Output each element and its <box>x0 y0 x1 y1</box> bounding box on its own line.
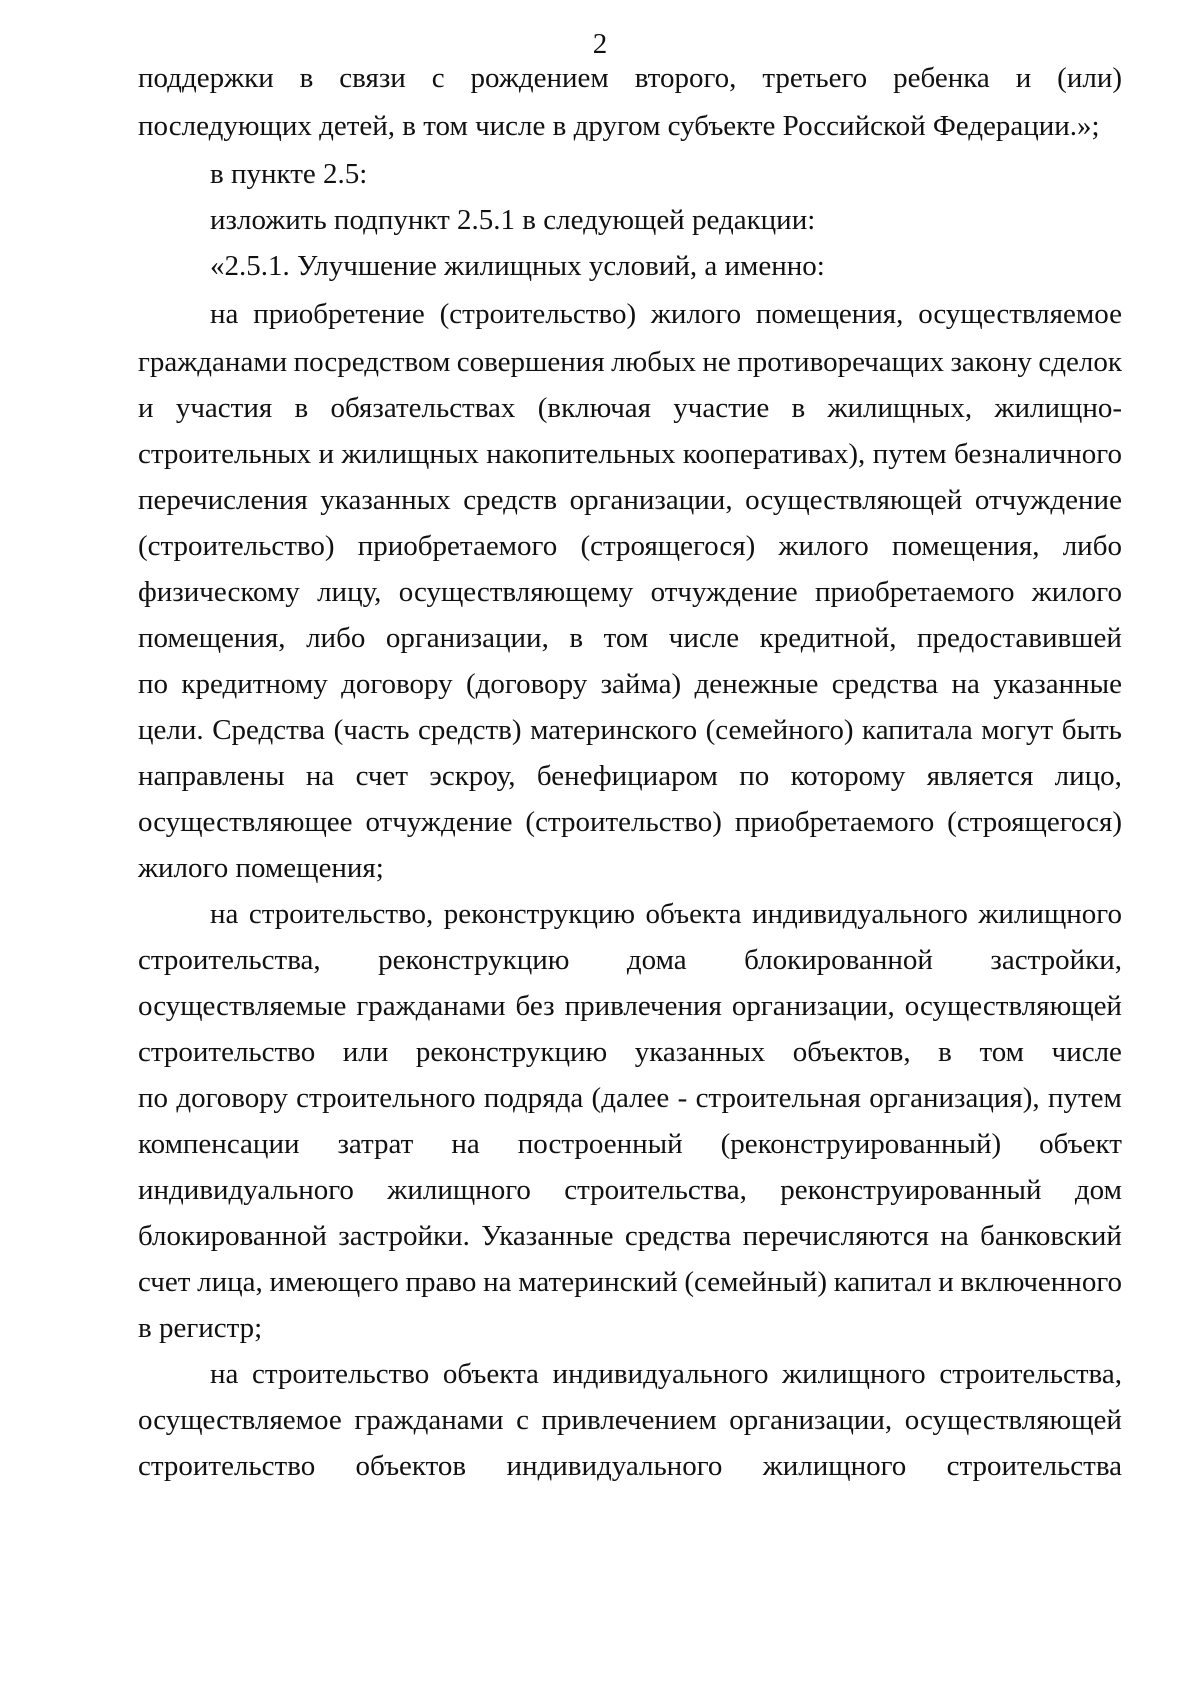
word: осуществляющей <box>745 484 963 516</box>
word: числе <box>1051 1036 1122 1068</box>
word: отчуждение <box>974 484 1122 516</box>
word: на <box>451 1128 480 1160</box>
word: гражданами <box>354 1404 504 1436</box>
word: бенефициаром <box>536 760 718 792</box>
word: индивидуального <box>506 1450 723 1482</box>
word: на <box>210 1358 239 1390</box>
word: материнского <box>530 714 698 746</box>
word: счет <box>355 760 409 792</box>
word: могут <box>981 714 1054 746</box>
word: на <box>210 898 239 930</box>
text-line: изложить подпункт 2.5.1 в следующей редакции: <box>210 204 816 236</box>
word: организации, <box>731 990 895 1022</box>
text-line <box>138 1211 1122 1261</box>
word: рождением <box>470 62 609 94</box>
text-line <box>138 521 1122 571</box>
word: жилищного <box>387 1174 531 1206</box>
text-line <box>138 429 1122 479</box>
word: лица, <box>197 1266 263 1298</box>
word: закону <box>950 346 1032 378</box>
word: в <box>938 1036 952 1068</box>
word: застройки, <box>990 944 1122 976</box>
text-line <box>138 1073 1122 1123</box>
word: застройки. <box>338 1220 470 1252</box>
word: строительство <box>252 1358 430 1390</box>
word: (строящегося) <box>947 806 1122 838</box>
text-line <box>138 613 1122 663</box>
word: строительство, <box>248 898 434 930</box>
word: с <box>431 62 445 94</box>
word: Средства <box>212 714 326 746</box>
word: помещения, <box>138 622 286 654</box>
word: объекта <box>645 898 742 930</box>
word: направлены <box>138 760 285 792</box>
word: (часть <box>333 714 410 746</box>
word: право <box>405 1266 477 1298</box>
word: средства <box>624 1220 732 1252</box>
word: и <box>318 438 335 470</box>
word: противоречащих <box>737 346 945 378</box>
word: осуществляющей <box>904 1404 1122 1436</box>
word: осуществляющей <box>904 990 1122 1022</box>
word: имеющего <box>269 1266 399 1298</box>
word: жилого <box>650 298 742 330</box>
word: приобретение <box>253 298 425 330</box>
word: связи <box>339 62 406 94</box>
word: организации, <box>569 484 733 516</box>
word: осуществляемое <box>138 1404 342 1436</box>
word: помещения, <box>891 530 1040 562</box>
word: ребенка <box>893 62 990 94</box>
word: сделок <box>1038 346 1122 378</box>
text-line <box>138 751 1122 801</box>
text-line <box>138 1165 1122 1215</box>
word: кредитному <box>181 668 328 700</box>
word: объектов <box>355 1450 467 1482</box>
word: которому <box>790 760 906 792</box>
word: приобретаемого <box>357 530 558 562</box>
word: гражданами <box>356 990 506 1022</box>
word: реконструкцию <box>415 1036 608 1068</box>
word: денежные <box>694 668 819 700</box>
word: жилищных <box>341 438 479 470</box>
word: (далее <box>591 1082 670 1114</box>
word: блокированной <box>744 944 933 976</box>
word: индивидуального <box>752 898 968 930</box>
word: (строительство) <box>439 298 637 330</box>
word: приобретаемого <box>734 806 935 838</box>
text-line <box>138 705 1122 755</box>
word: жилищных, <box>827 392 973 424</box>
word: привлечением <box>541 1404 717 1436</box>
word: отчуждение <box>365 806 513 838</box>
word: блокированной <box>138 1220 327 1252</box>
word: дом <box>1074 1174 1122 1206</box>
word: (реконструированный) <box>720 1128 1002 1160</box>
text-line <box>138 935 1122 985</box>
word: осуществляющему <box>398 576 634 608</box>
word: жилого <box>778 530 869 562</box>
word: перечисления <box>138 484 308 516</box>
word: (включая <box>537 392 651 424</box>
word: на <box>940 1220 969 1252</box>
text-line <box>138 797 1122 847</box>
word: помещения, <box>755 298 904 330</box>
word: займа) <box>600 668 682 700</box>
word: посредством <box>293 346 451 378</box>
text-line <box>138 1119 1122 1169</box>
word: физическому <box>138 576 300 608</box>
word: любых <box>611 346 696 378</box>
word: жилищного <box>762 1450 907 1482</box>
word: числе <box>668 622 740 654</box>
text-line <box>138 53 1122 103</box>
text-line <box>138 889 1122 939</box>
word: путем <box>1047 1082 1122 1114</box>
word: счет <box>138 1266 191 1298</box>
word: по <box>138 1082 169 1114</box>
text-line <box>138 1257 1122 1307</box>
word: строительство <box>138 1450 316 1482</box>
text-line: последующих детей, в том числе в другом субъекте Российской Федерации.»; <box>138 110 1100 142</box>
word: указанных <box>320 484 451 516</box>
word: накопительных <box>486 438 676 470</box>
word: организация), <box>869 1082 1040 1114</box>
text-line <box>138 567 1122 617</box>
word: и <box>1015 62 1032 94</box>
word: том <box>979 1036 1025 1068</box>
word: участия <box>175 392 273 424</box>
word: либо <box>306 622 366 654</box>
word: (семейный) <box>684 1266 828 1298</box>
word: путем <box>872 438 947 470</box>
word: строительная <box>695 1082 861 1114</box>
word: (договору <box>466 668 588 700</box>
word: в <box>299 62 314 94</box>
word: строительства, <box>564 1174 747 1206</box>
word: реконструкцию <box>443 898 636 930</box>
word: материнский <box>518 1266 678 1298</box>
text-line: «2.5.1. Улучшение жилищных условий, а именно: <box>210 250 825 282</box>
word: либо <box>1062 530 1122 562</box>
word: жилого <box>1031 576 1122 608</box>
word: отчуждение <box>650 576 798 608</box>
word: с <box>516 1404 529 1436</box>
word: строительных <box>138 438 312 470</box>
text-line <box>138 981 1122 1031</box>
word: (семейного) <box>705 714 854 746</box>
word: в <box>791 392 806 424</box>
word: (строительство) <box>525 806 722 838</box>
word: на <box>305 760 335 792</box>
word: дома <box>626 944 687 976</box>
word: построенный <box>517 1128 683 1160</box>
word: кооперативах), <box>682 438 866 470</box>
word: участие <box>673 392 770 424</box>
text-line <box>138 289 1122 339</box>
word: банковский <box>980 1220 1122 1252</box>
word: без <box>515 990 555 1022</box>
word: реконструкцию <box>378 944 570 976</box>
word: - <box>677 1082 688 1114</box>
word: указанные <box>993 668 1122 700</box>
text-line <box>138 337 1122 387</box>
word: цели. <box>138 714 204 746</box>
text-line <box>138 1395 1122 1445</box>
text-line: в пункте 2.5: <box>210 158 368 190</box>
word: приобретаемого <box>814 576 1015 608</box>
word: подряда <box>483 1082 584 1114</box>
word: указанных <box>634 1036 766 1068</box>
word: объекта <box>442 1358 539 1390</box>
word: привлечения <box>564 990 722 1022</box>
word: жилищного <box>978 898 1122 930</box>
text-line <box>138 1441 1122 1491</box>
word: том <box>603 622 649 654</box>
word: и <box>938 1266 954 1298</box>
word: капитал <box>833 1266 932 1298</box>
word: средств <box>463 484 558 516</box>
word: осуществляемые <box>138 990 347 1022</box>
word: (строительство) <box>138 530 335 562</box>
word: лицу, <box>317 576 382 608</box>
word: второго, <box>634 62 737 94</box>
word: перечисляются <box>742 1220 929 1252</box>
text-line: в регистр; <box>138 1312 263 1344</box>
word: индивидуального <box>138 1174 354 1206</box>
word: строительства, <box>939 1358 1122 1390</box>
word: жилищного <box>782 1358 926 1390</box>
text-line <box>138 1027 1122 1077</box>
word: гражданами <box>138 346 288 378</box>
text-line <box>138 1349 1122 1399</box>
word: организации, <box>729 1404 893 1436</box>
word: обязательствах <box>330 392 516 424</box>
word: осуществляющее <box>138 806 353 838</box>
word: средства <box>831 668 939 700</box>
word: совершения <box>456 346 605 378</box>
word: на <box>483 1266 512 1298</box>
page-number: 2 <box>592 28 608 60</box>
word: на <box>951 668 980 700</box>
text-line: жилого помещения; <box>138 852 384 884</box>
word: договору <box>341 668 453 700</box>
word: затрат <box>337 1128 414 1160</box>
word: на <box>210 298 239 330</box>
word: (строящегося) <box>580 530 756 562</box>
text-line <box>138 383 1122 433</box>
word: не <box>702 346 731 378</box>
word: организации, <box>385 622 549 654</box>
word: лицо, <box>1054 760 1122 792</box>
word: (или) <box>1057 62 1122 94</box>
word: предоставившей <box>917 622 1122 654</box>
word: строительства <box>946 1450 1122 1482</box>
word: средств) <box>418 714 522 746</box>
word: строительство <box>138 1036 316 1068</box>
word: кредитной, <box>759 622 897 654</box>
word: третьего <box>762 62 868 94</box>
word: объектов, <box>792 1036 911 1068</box>
word: или <box>342 1036 389 1068</box>
word: в <box>294 392 309 424</box>
word: в <box>569 622 584 654</box>
word: осуществляемое <box>918 298 1122 330</box>
word: реконструированный <box>780 1174 1042 1206</box>
word: строительного <box>296 1082 476 1114</box>
word: включенного <box>960 1266 1122 1298</box>
word: по <box>739 760 770 792</box>
word: является <box>926 760 1034 792</box>
word: жилищно- <box>994 392 1122 424</box>
word: эскроу, <box>429 760 516 792</box>
word: строительства, <box>138 944 321 976</box>
text-line <box>138 659 1122 709</box>
word: индивидуального <box>552 1358 769 1390</box>
word: быть <box>1061 714 1122 746</box>
word: поддержки <box>138 62 274 94</box>
word: договору <box>176 1082 288 1114</box>
text-line <box>138 475 1122 525</box>
word: безналичного <box>953 438 1122 470</box>
word: компенсации <box>138 1128 300 1160</box>
word: объект <box>1039 1128 1122 1160</box>
word: капитала <box>862 714 973 746</box>
word: Указанные <box>481 1220 614 1252</box>
word: по <box>138 668 169 700</box>
word: и <box>138 392 154 424</box>
